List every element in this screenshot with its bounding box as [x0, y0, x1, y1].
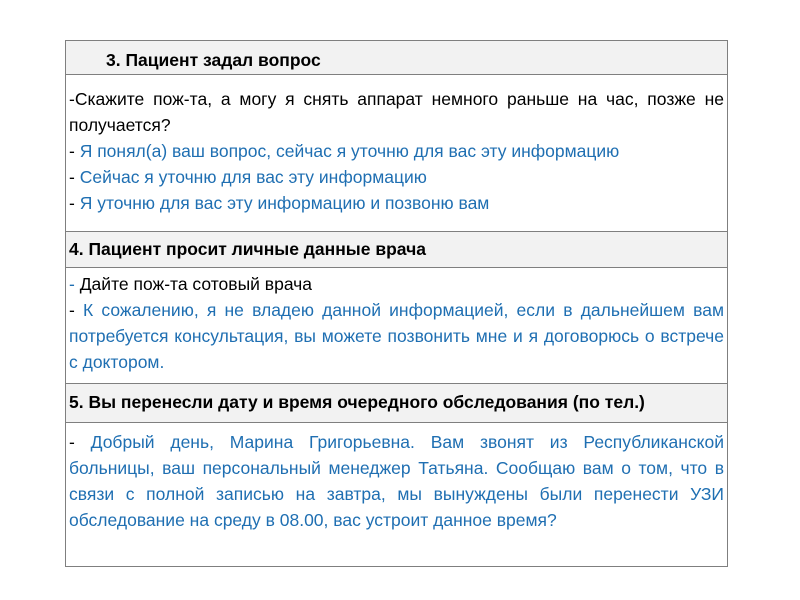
- answer-text: К сожалению, я не владею данной информацией, если в дальнейшем вам потребуется консультация, вы можете позвонить мне и я договорюсь о встрече с доктором.: [69, 300, 724, 372]
- section-3-heading: 3. Пациент задал вопрос: [66, 41, 727, 74]
- section-4-answer: [69, 297, 724, 375]
- section-5-answer: [69, 429, 724, 533]
- section-3-body: [66, 74, 727, 231]
- dash: -: [69, 141, 80, 161]
- answer-text: Добрый день, Марина Григорьевна. Вам звонят из Республиканской больницы, ваш персональный менеджер Татьяна. Сообщаю вам о том, что в связи с полной записью на завтра, мы вынуждены были перенести УЗИ обследование на среду в 08.00, вас устроит данное время?: [69, 432, 724, 530]
- section-4-question: [69, 271, 724, 297]
- dash: -: [69, 432, 91, 452]
- dash: -: [69, 193, 80, 213]
- dash: -: [69, 167, 80, 187]
- section-4-heading: 4. Пациент просит личные данные врача: [66, 231, 727, 267]
- section-3-question: -Скажите пож-та, а могу я снять аппарат немного раньше на час, позже не получается?: [69, 89, 724, 135]
- dash: -: [69, 274, 80, 294]
- section-4-body: [66, 267, 727, 383]
- answer-text: Я понял(а) ваш вопрос, сейчас я уточню для вас эту информацию: [79, 141, 620, 161]
- answer-text: Сейчас я уточню для вас эту информацию: [79, 167, 427, 187]
- section-5-body: [66, 422, 727, 566]
- dash: -: [69, 300, 84, 320]
- section-3-answer-3: [69, 190, 724, 216]
- answer-text: Я уточню для вас эту информацию и позвоню вам: [79, 193, 490, 213]
- section-5-heading: 5. Вы перенесли дату и время очередного обследования (по тел.): [66, 383, 727, 422]
- dialogue-table: [65, 40, 728, 567]
- section-3-answer-1: [69, 138, 724, 164]
- section-3-answer-2: [69, 164, 724, 190]
- question-text: Дайте пож-та сотовый врача: [79, 274, 313, 294]
